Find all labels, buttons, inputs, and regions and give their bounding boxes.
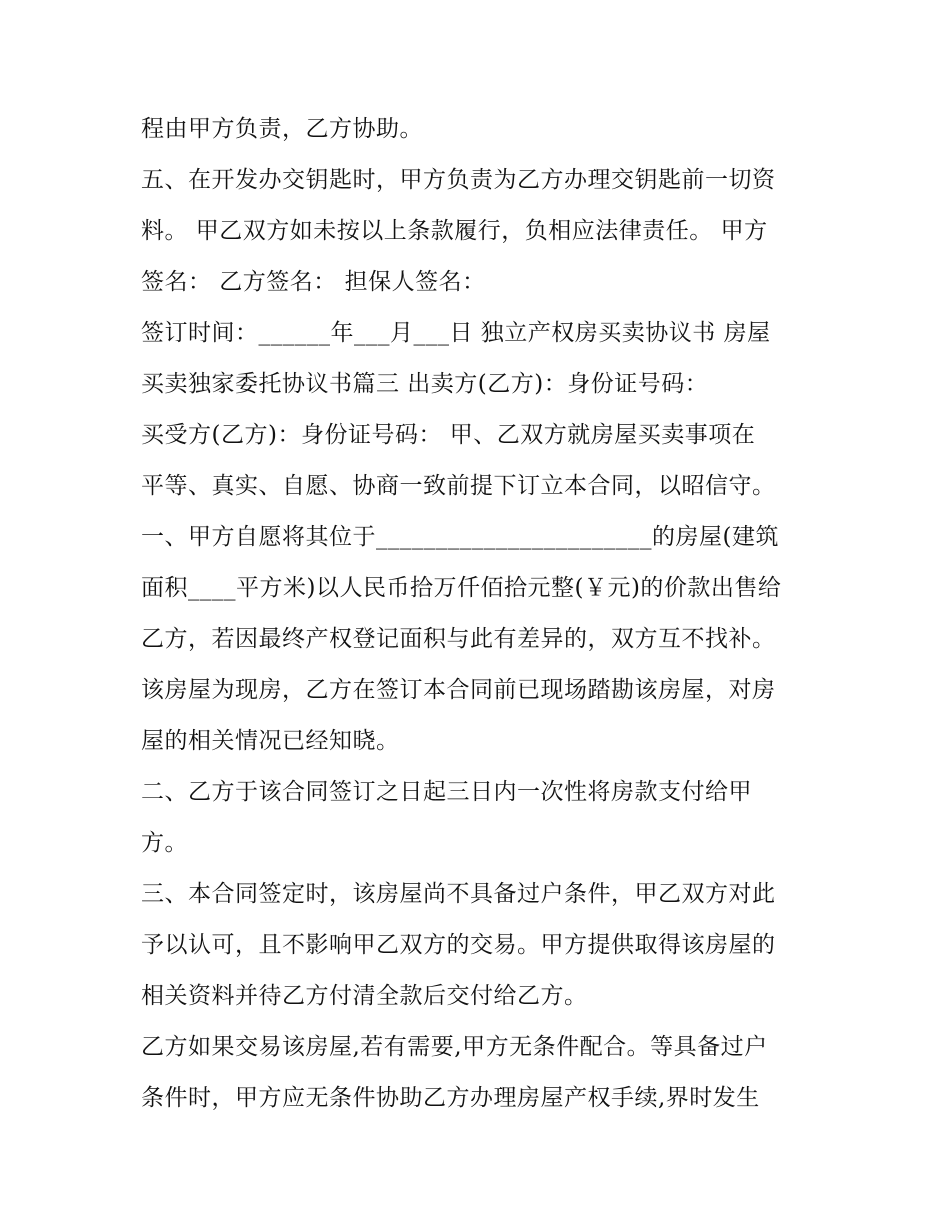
text-line: 相关资料并待乙方付清全款后交付给乙方。 xyxy=(141,983,588,1009)
text-line: 料。 甲乙双方如未按以上条款履行，负相应法律责任。 甲方 xyxy=(141,218,768,244)
text-line: 五、在开发办交钥匙时，甲方负责为乙方办理交钥匙前一切资 xyxy=(141,167,776,193)
text-line: 买卖独家委托协议书篇三 出卖方(乙方)：身份证号码： xyxy=(141,371,709,397)
text-line: 该房屋为现房，乙方在签订本合同前已现场踏勘该房屋，对房 xyxy=(141,677,776,703)
text-line: 买受方(乙方)：身份证号码： 甲、乙双方就房屋买卖事项在 xyxy=(141,422,756,448)
text-line: 予以认可，且不影响甲乙双方的交易。甲方提供取得该房屋的 xyxy=(141,932,776,958)
text-line: 一、甲方自愿将其位于_______________________的房屋(建筑 xyxy=(141,524,779,550)
text-line: 屋的相关情况已经知晓。 xyxy=(141,728,400,754)
text-line: 签名： 乙方签名： 担保人签名： xyxy=(141,269,486,295)
text-line: 程由甲方负责，乙方协助。 xyxy=(141,116,423,142)
text-line: 签订时间：______年___月___日 独立产权房买卖协议书 房屋 xyxy=(141,320,771,346)
text-line: 乙方，若因最终产权登记面积与此有差异的，双方互不找补。 xyxy=(141,626,776,652)
text-line: 平等、真实、自愿、协商一致前提下订立本合同，以昭信守。 xyxy=(141,473,776,499)
text-line: 方。 xyxy=(141,830,188,856)
text-line: 面积____平方米)以人民币拾万仟佰拾元整(￥元)的价款出售给 xyxy=(141,575,782,601)
text-line: 条件时，甲方应无条件协助乙方办理房屋产权手续,界时发生 xyxy=(141,1085,760,1111)
text-line: 乙方如果交易该房屋,若有需要,甲方无条件配合。等具备过户 xyxy=(141,1034,768,1060)
text-line: 三、本合同签定时，该房屋尚不具备过户条件，甲乙双方对此 xyxy=(141,881,776,907)
text-line: 二、乙方于该合同签订之日起三日内一次性将房款支付给甲 xyxy=(141,779,752,805)
